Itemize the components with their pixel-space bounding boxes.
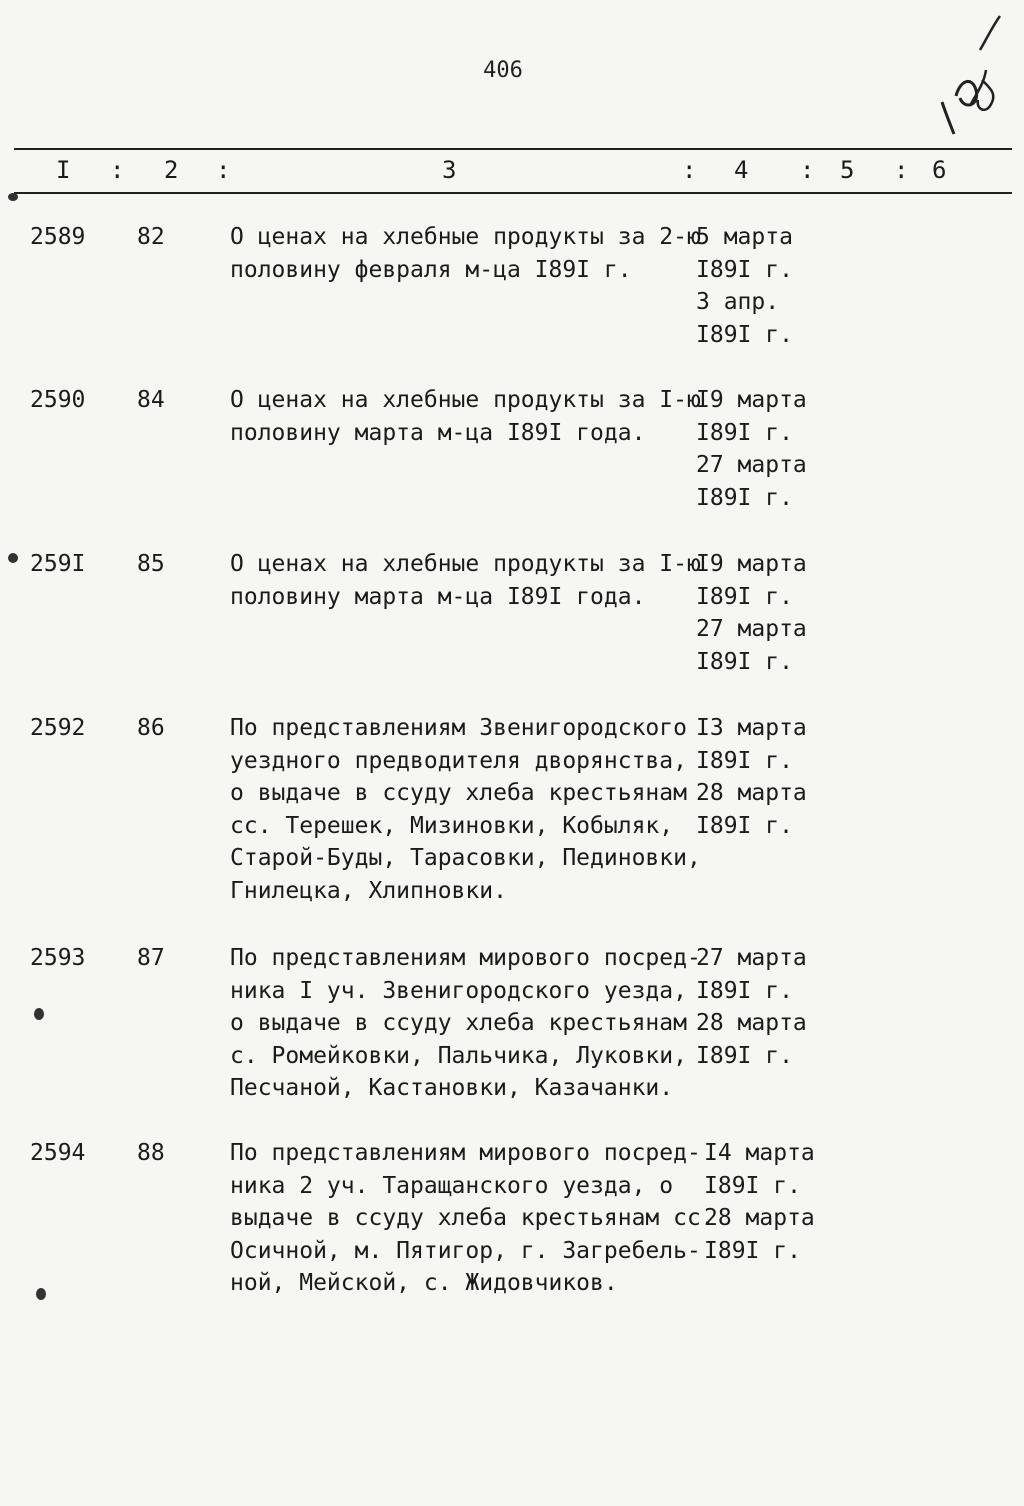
entry-title — [230, 221, 700, 286]
entry-title — [230, 384, 700, 449]
header-bottom-rule — [14, 192, 1012, 194]
sheet-number: 87 — [137, 945, 165, 971]
col-header-1: I — [56, 156, 71, 184]
entry-title — [230, 548, 700, 613]
title-line: Осичной, м. Пятигор, г. Загребель- — [230, 1237, 701, 1264]
col-separator: : — [682, 156, 697, 184]
entry-title — [230, 1137, 715, 1300]
title-line: ника 2 уч. Таращанского уезда, о — [230, 1172, 674, 1199]
entry-number: 2593 — [30, 945, 86, 971]
date-line: I89I г. — [696, 1042, 793, 1069]
col-header-6: 6 — [932, 156, 947, 184]
date-line: 28 марта — [696, 780, 807, 807]
title-line: О ценах на хлебные продукты за I-ю — [230, 387, 701, 413]
scan-speck — [8, 553, 18, 563]
entry-title — [230, 942, 700, 1105]
title-line: половину февраля м-ца I89I г. — [230, 256, 632, 283]
col-separator: : — [894, 156, 909, 184]
col-header-5: 5 — [840, 156, 855, 184]
col-header-2: 2 — [164, 156, 179, 184]
date-line: I4 марта — [704, 1140, 815, 1166]
title-line: с. Ромейковки, Пальчика, Луковки, — [230, 1042, 687, 1069]
col-separator: : — [800, 156, 815, 184]
col-header-4: 4 — [734, 156, 749, 184]
sheet-number: 82 — [137, 224, 165, 250]
entry-dates — [696, 221, 836, 351]
title-line: уездного предводителя дворянства, — [230, 747, 687, 774]
title-line: о выдаче в ссуду хлеба крестьянам — [230, 1010, 687, 1037]
archive-folio-handwritten — [920, 10, 1010, 140]
entry-title — [230, 712, 700, 908]
page-number: 406 — [483, 58, 523, 83]
date-line: 27 марта — [696, 452, 807, 479]
title-line: По представлениям мирового посред- — [230, 1140, 701, 1166]
sheet-number: 86 — [137, 715, 165, 741]
date-line: 28 марта — [696, 1010, 807, 1037]
title-line: По представлениям Звенигородского — [230, 715, 687, 741]
scan-speck — [36, 1288, 46, 1300]
date-line: 5 марта — [696, 224, 793, 250]
date-line: I89I г. — [696, 812, 793, 839]
date-line: I89I г. — [696, 321, 793, 348]
header-top-rule — [14, 148, 1012, 150]
date-line: 28 марта — [704, 1205, 815, 1232]
entry-dates — [696, 712, 836, 842]
entry-dates — [704, 1137, 844, 1267]
date-line: I3 марта — [696, 715, 807, 741]
title-line: сс. Терешек, Мизиновки, Кобыляк, — [230, 812, 674, 839]
date-line: I89I г. — [696, 256, 793, 283]
date-line: I89I г. — [696, 583, 793, 610]
title-line: ной, Мейской, с. Жидовчиков. — [230, 1270, 618, 1297]
sheet-number: 84 — [137, 387, 165, 413]
col-separator: : — [110, 156, 125, 184]
title-line: Гнилецка, Хлипновки. — [230, 877, 507, 904]
date-line: 27 марта — [696, 945, 807, 971]
title-line: о выдаче в ссуду хлеба крестьянам — [230, 780, 687, 807]
col-header-3: 3 — [442, 156, 457, 184]
entry-number: 2594 — [30, 1140, 86, 1166]
title-line: половину марта м-ца I89I года. — [230, 419, 646, 446]
title-line: О ценах на хлебные продукты за 2-ю — [230, 224, 701, 250]
date-line: I89I г. — [696, 419, 793, 446]
entry-number: 2589 — [30, 224, 86, 250]
entry-dates — [696, 942, 836, 1072]
date-line: I89I г. — [696, 747, 793, 774]
date-line: I89I г. — [696, 484, 793, 511]
sheet-number: 88 — [137, 1140, 165, 1166]
title-line: По представлениям мирового посред- — [230, 945, 701, 971]
sheet-number: 85 — [137, 551, 165, 577]
scan-speck — [34, 1008, 44, 1020]
col-separator: : — [216, 156, 231, 184]
date-line: I89I г. — [696, 648, 793, 675]
entry-number: 2592 — [30, 715, 86, 741]
date-line: I89I г. — [696, 977, 793, 1004]
entry-number: 259I — [30, 551, 86, 577]
title-line: выдаче в ссуду хлеба крестьянам сс. — [230, 1205, 715, 1232]
title-line: половину марта м-ца I89I года. — [230, 583, 646, 610]
date-line: I9 марта — [696, 387, 807, 413]
title-line: О ценах на хлебные продукты за I-ю — [230, 551, 701, 577]
entry-dates — [696, 548, 836, 678]
scan-speck — [8, 193, 18, 201]
entry-dates — [696, 384, 836, 514]
title-line: ника I уч. Звенигородского уезда, — [230, 977, 687, 1004]
entry-number: 2590 — [30, 387, 86, 413]
title-line: Старой-Буды, Тарасовки, Пединовки, — [230, 845, 701, 872]
title-line: Песчаной, Кастановки, Казачанки. — [230, 1075, 674, 1102]
date-line: 3 апр. — [696, 289, 780, 316]
date-line: I89I г. — [704, 1172, 801, 1199]
date-line: I89I г. — [704, 1237, 801, 1264]
date-line: 27 марта — [696, 616, 807, 643]
date-line: I9 марта — [696, 551, 807, 577]
